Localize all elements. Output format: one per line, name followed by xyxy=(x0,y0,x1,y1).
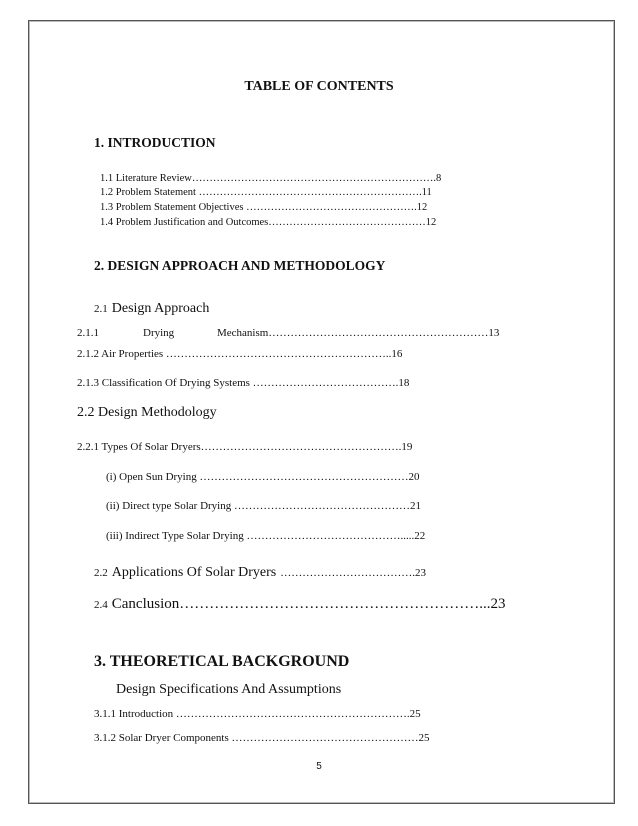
toc-entry-applications-number: 2.2 xyxy=(94,567,108,579)
toc-entry-conclusion xyxy=(94,596,506,612)
toc-entry-2-1-label: Design Approach xyxy=(111,301,210,316)
section-1-heading: 1. INTRODUCTION xyxy=(94,135,216,150)
toc-entry-1-2: 1.2 Problem Statement ……………………………………………………….11 xyxy=(100,187,432,198)
toc-entry-2-1-1-word: Drying xyxy=(143,327,175,339)
page-number: 5 xyxy=(316,761,322,772)
toc-entry-conclusion-label: Canclusion……………………………………………………...23 xyxy=(111,596,506,612)
toc-entry-applications xyxy=(94,564,426,580)
toc-entry-2-1-2: 2.1.2 Air Properties ……………………………………………………..16 xyxy=(77,348,403,360)
toc-entry-3-1-2: 3.1.2 Solar Dryer Components ……………………………………………25 xyxy=(94,732,430,744)
toc-entry-2-2-1: 2.2.1 Types Of Solar Dryers……………………………………………….19 xyxy=(77,441,413,453)
toc-subentry-iii: (iii) Indirect Type Solar Drying …………………………………….....22 xyxy=(106,530,426,542)
toc-entry-applications-dots: ……………………………….23 xyxy=(280,567,426,579)
toc-entry-conclusion-number: 2.4 xyxy=(94,599,108,611)
toc-subentry-i: (i) Open Sun Drying …………………………………………………20 xyxy=(106,471,420,483)
toc-title: TABLE OF CONTENTS xyxy=(244,79,394,94)
toc-entry-2-1 xyxy=(94,300,209,316)
toc-subentry-ii: (ii) Direct type Solar Drying …………………………………………21 xyxy=(106,500,421,512)
toc-entry-3-1-1: 3.1.1 Introduction ……………………………………………………….25 xyxy=(94,708,421,720)
toc-entry-1-3: 1.3 Problem Statement Objectives ………………………………………….12 xyxy=(100,202,428,213)
section-2-heading: 2. DESIGN APPROACH AND METHODOLOGY xyxy=(94,258,386,273)
toc-entry-2-1-1-number: 2.1.1 xyxy=(77,327,99,339)
toc-entry-2-1-3: 2.1.3 Classification Of Drying Systems ………………………………….18 xyxy=(77,377,410,389)
toc-entry-1-1: 1.1 Literature Review…………………………………………………………….8 xyxy=(100,173,442,184)
section-3-heading: 3. THEORETICAL BACKGROUND xyxy=(94,653,350,670)
toc-entry-applications-label: Applications Of Solar Dryers xyxy=(111,565,277,580)
toc-entry-2-1-1-rest: Mechanism……………………………………………………13 xyxy=(217,327,500,339)
toc-entry-1-4: 1.4 Problem Justification and Outcomes………………………………………12 xyxy=(100,217,437,228)
toc-entry-2-1-number: 2.1 xyxy=(94,303,108,315)
section-3-subheading: Design Specifications And Assumptions xyxy=(116,682,342,697)
toc-entry-2-2: 2.2 Design Methodology xyxy=(77,405,217,420)
